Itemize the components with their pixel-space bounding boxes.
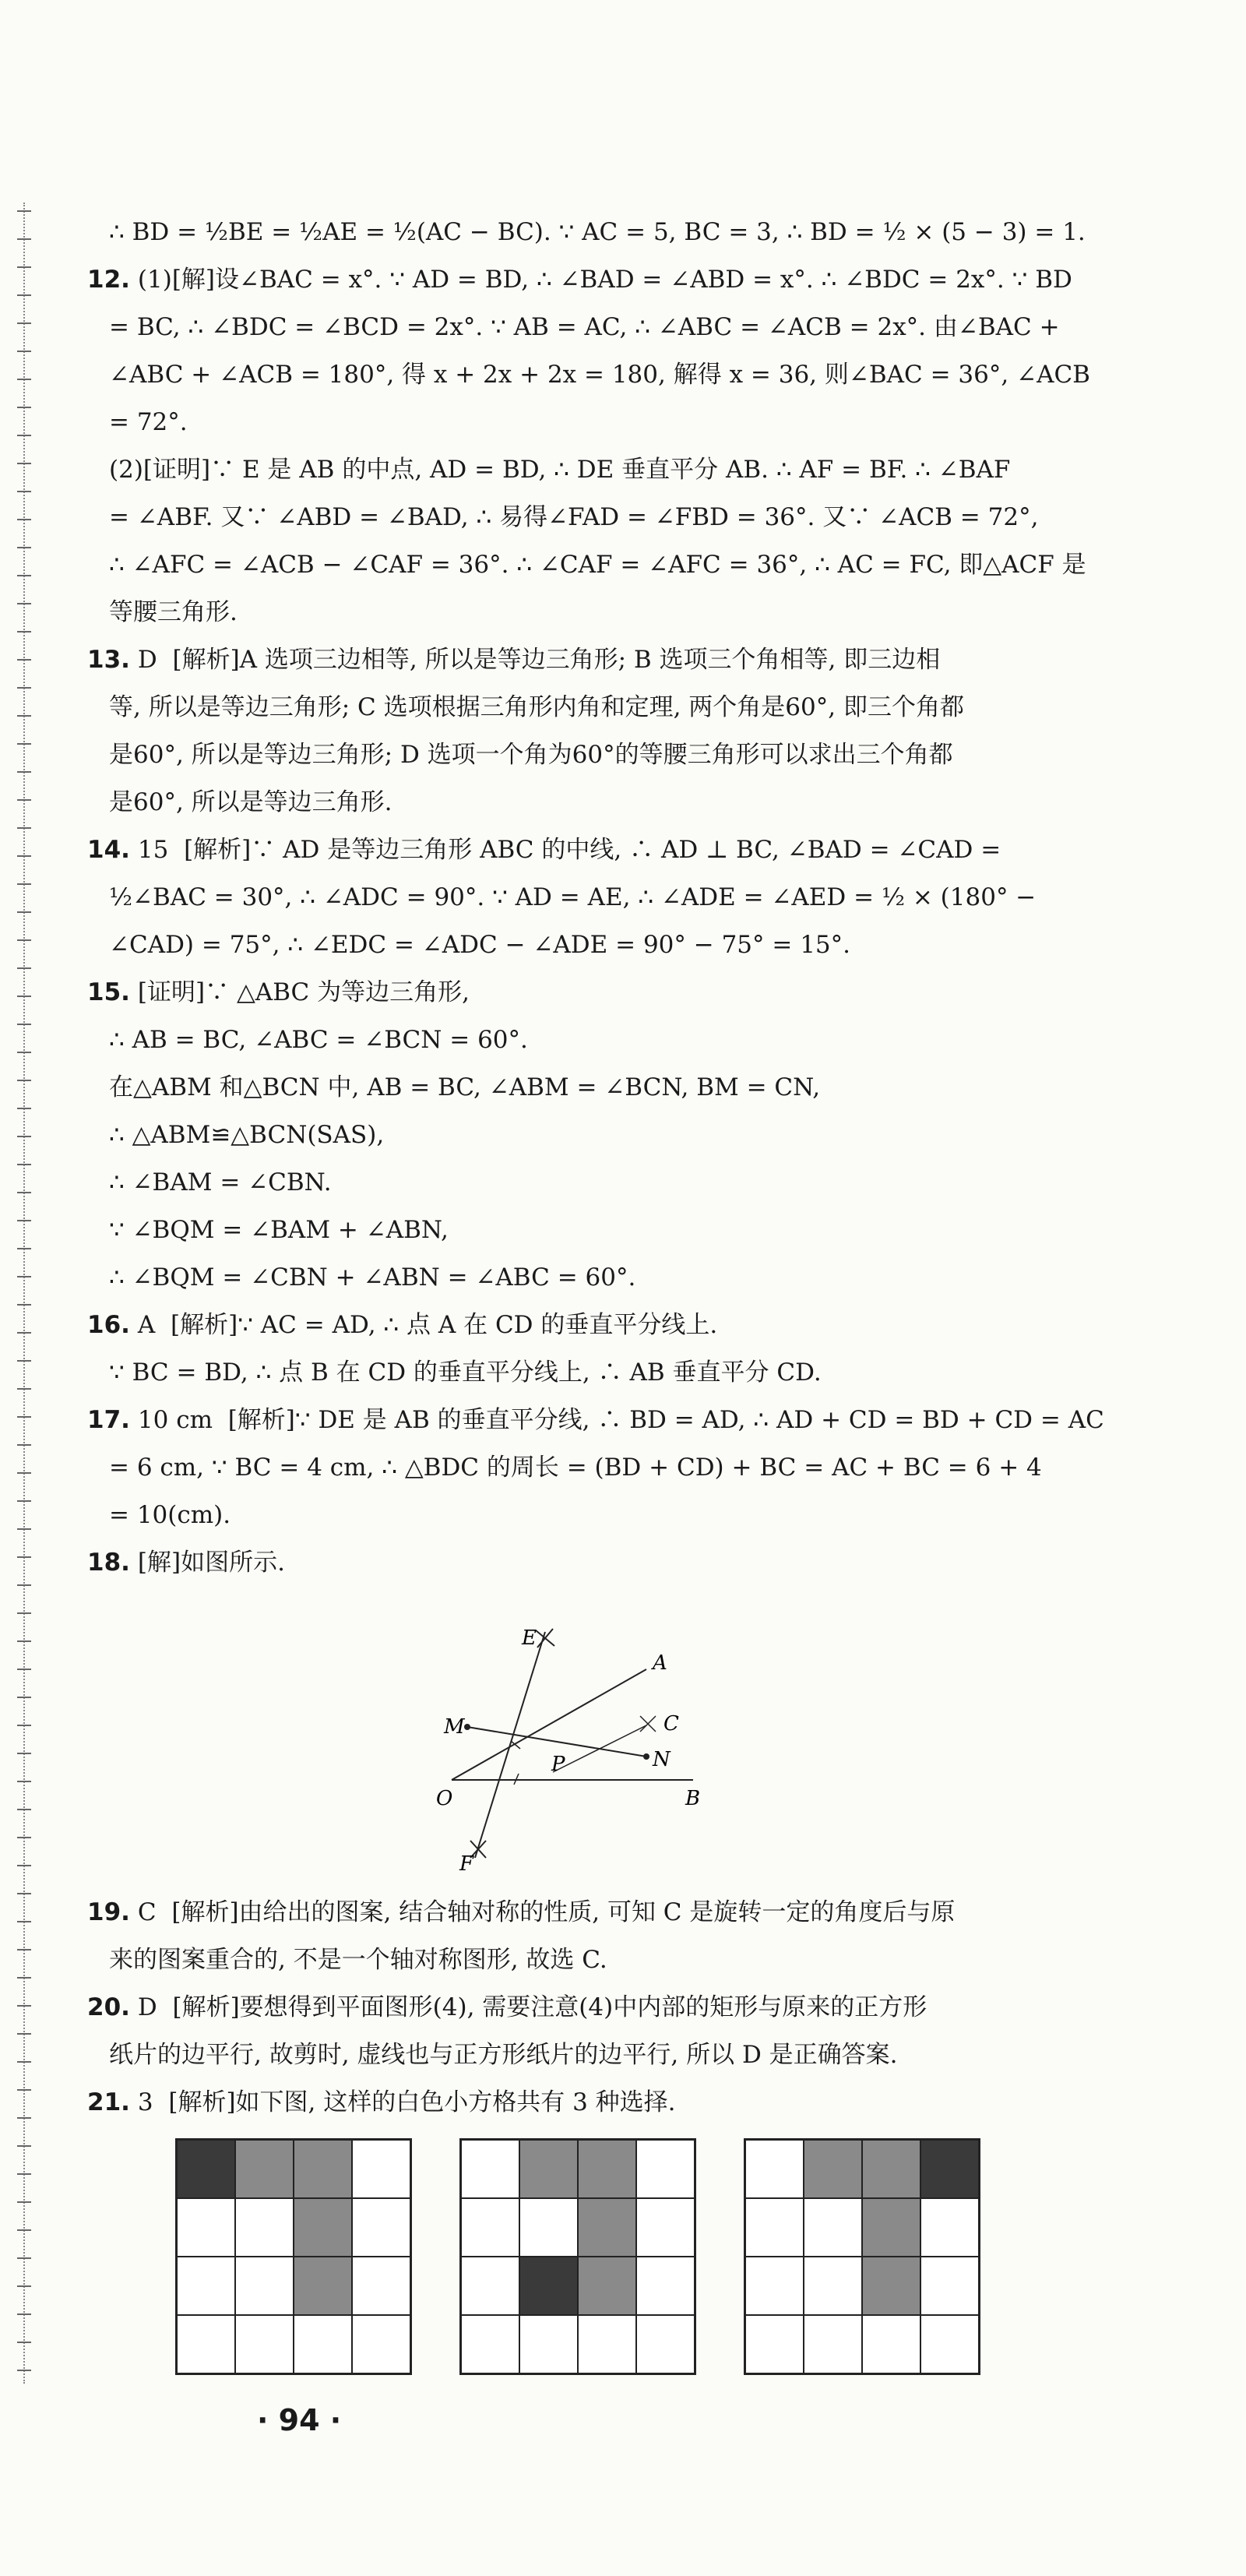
text-line (87, 636, 1068, 684)
line-text: 等, 所以是等边三角形; C 选项根据三角形内角和定理, 两个角是60°, 即三个角都 (109, 693, 964, 721)
text-line (87, 731, 1068, 779)
line-text: ∠CAD) = 75°, ∴ ∠EDC = ∠ADC − ∠ADE = 90° − 75° = 15°. (109, 931, 851, 959)
answer-text-block-bottom (87, 1889, 1068, 2127)
question-number: 14. (87, 836, 130, 864)
grid-cell (636, 2315, 695, 2373)
text-line (87, 969, 1068, 1017)
line-text: ½∠BAC = 30°, ∴ ∠ADC = 90°. ∵ AD = AE, ∴ ∠ADE = ∠AED = ½ × (180° − (109, 883, 1037, 911)
line-text: D [解析]A 选项三边相等, 所以是等边三角形; B 选项三个角相等, 即三边相 (137, 646, 941, 674)
text-line (87, 1397, 1104, 1444)
label-e: E (522, 1626, 537, 1650)
grid-cell (352, 2198, 410, 2257)
grid-cell (636, 2198, 695, 2257)
grid-cell (636, 2257, 695, 2315)
label-f: F (459, 1852, 474, 1873)
line-text: ∴ ∠BQM = ∠CBN + ∠ABN = ∠ABC = 60°. (109, 1263, 636, 1292)
line-text: 等腰三角形. (109, 598, 238, 626)
line-text: 是60°, 所以是等边三角形; D 选项一个角为60°的等腰三角形可以求出三个角都 (109, 741, 953, 769)
grid-cell (745, 2140, 804, 2198)
question-number: 18. (87, 1549, 130, 1577)
label-a: A (653, 1651, 667, 1675)
line-text: = BC, ∴ ∠BDC = ∠BCD = 2x°. ∵ AB = AC, ∴ ∠ABC = ∠ACB = 2x°. 由∠BAC + (109, 313, 1060, 341)
label-o: O (436, 1787, 453, 1810)
grid-cell (352, 2257, 410, 2315)
grid-cell (294, 2140, 352, 2198)
grid-cell (578, 2198, 636, 2257)
text-line (87, 684, 1068, 731)
text-line (87, 1889, 1068, 1936)
grid-cell (461, 2140, 519, 2198)
grid-cell (862, 2198, 920, 2257)
label-n: N (653, 1748, 671, 1771)
line-text: 10 cm [解析]∵ DE 是 AB 的垂直平分线, ∴ BD = AD, ∴ AD + CD = BD + CD = AC (137, 1406, 1104, 1434)
line-text: ∴ ∠AFC = ∠ACB − ∠CAF = 36°. ∴ ∠CAF = ∠AFC = 36°, ∴ AC = FC, 即△ACF 是 (109, 551, 1086, 579)
text-line (87, 1064, 1068, 1112)
grid-cell (862, 2140, 920, 2198)
text-line (87, 1112, 1068, 1159)
text-line (87, 1159, 1068, 1207)
grid-cell (235, 2315, 294, 2373)
question-number: 19. (87, 1898, 130, 1926)
text-line (87, 541, 1086, 589)
page-number: · 94 · (257, 2403, 342, 2437)
text-line (87, 494, 1068, 541)
text-line (87, 2032, 1068, 2079)
ray-oa (452, 1669, 646, 1780)
question-number: 17. (87, 1406, 130, 1434)
text-line (87, 351, 1090, 399)
grid-cell (920, 2315, 979, 2373)
grid-cell (294, 2257, 352, 2315)
grid-cell (804, 2198, 862, 2257)
grid-cell (920, 2140, 979, 2198)
line-text: ∵ BC = BD, ∴ 点 B 在 CD 的垂直平分线上, ∴ AB 垂直平分 CD. (109, 1358, 822, 1387)
grid-cell (294, 2315, 352, 2373)
grid-cell (519, 2140, 578, 2198)
line-text: [证明]∵ △ABC 为等边三角形, (137, 978, 470, 1006)
line-text: ∠ABC + ∠ACB = 180°, 得 x + 2x + 2x = 180, 解得 x = 36, 则∠BAC = 36°, ∠ACB (109, 361, 1090, 389)
grid-cell (920, 2198, 979, 2257)
grid-cell (920, 2257, 979, 2315)
line-text: (1)[解]设∠BAC = x°. ∵ AD = BD, ∴ ∠BAD = ∠ABD = x°. ∴ ∠BDC = 2x°. ∵ BD (137, 266, 1072, 294)
arc-mark-e (536, 1629, 554, 1647)
text-line (87, 779, 1068, 826)
text-line (87, 1207, 1068, 1254)
grid-figures (175, 2138, 1001, 2403)
line-text: ∴ AB = BC, ∠ABC = ∠BCN = 60°. (109, 1026, 528, 1054)
grid-cell (235, 2140, 294, 2198)
grid-cell (862, 2257, 920, 2315)
line-text: A [解析]∵ AC = AD, ∴ 点 A 在 CD 的垂直平分线上. (137, 1311, 718, 1339)
line-text: 是60°, 所以是等边三角形. (109, 788, 392, 816)
line-text: (2)[证明]∵ E 是 AB 的中点, AD = BD, ∴ DE 垂直平分 AB. ∴ AF = BF. ∴ ∠BAF (109, 456, 1011, 484)
grid-cell (519, 2315, 578, 2373)
grid-cell (578, 2140, 636, 2198)
grid-cell (578, 2257, 636, 2315)
grid-cell (745, 2257, 804, 2315)
grid-cell (177, 2198, 235, 2257)
line-text: = 10(cm). (109, 1501, 231, 1529)
text-line (87, 1539, 1068, 1587)
line-text: ∵ ∠BQM = ∠BAM + ∠ABN, (109, 1216, 449, 1244)
text-line (87, 1984, 1068, 2032)
grid-cell (177, 2257, 235, 2315)
point-n (643, 1753, 649, 1760)
grid-cell (519, 2198, 578, 2257)
text-line (87, 922, 1068, 969)
text-line (87, 1444, 1068, 1492)
text-line (87, 1302, 1068, 1349)
point-m (464, 1724, 470, 1730)
grid-cell (804, 2315, 862, 2373)
text-line (87, 1349, 1068, 1397)
text-line (87, 256, 1072, 304)
ray-oc (553, 1725, 646, 1772)
grid-cell (177, 2315, 235, 2373)
text-line (87, 874, 1068, 922)
line-ef (475, 1632, 545, 1858)
question-number: 15. (87, 978, 130, 1006)
grid-cell (578, 2315, 636, 2373)
label-b: B (685, 1787, 701, 1810)
grid-cell (235, 2198, 294, 2257)
grid-cell (862, 2315, 920, 2373)
text-line (87, 446, 1068, 494)
text-line (87, 1254, 1068, 1302)
grid-option-1 (175, 2138, 412, 2375)
grid-option-2 (459, 2138, 696, 2375)
text-line (87, 399, 1068, 446)
label-c: C (663, 1712, 679, 1736)
arc-mark-c (640, 1716, 656, 1732)
line-text: D [解析]要想得到平面图形(4), 需要注意(4)中内部的矩形与原来的正方形 (137, 1993, 927, 2021)
binding-margin-ticks (17, 210, 31, 2384)
grid-cell (519, 2257, 578, 2315)
text-line (87, 1017, 1068, 1064)
label-m: M (444, 1715, 465, 1739)
text-line (87, 209, 1086, 256)
line-text: = 6 cm, ∵ BC = 4 cm, ∴ △BDC 的周长 = (BD + CD) + BC = AC + BC = 6 + 4 (109, 1454, 1042, 1482)
line-text: 纸片的边平行, 故剪时, 虚线也与正方形纸片的边平行, 所以 D 是正确答案. (109, 2041, 898, 2069)
text-line (87, 1936, 1068, 1984)
grid-cell (804, 2257, 862, 2315)
text-line (87, 1492, 1068, 1539)
line-text: ∴ BD = ½BE = ½AE = ½(AC − BC). ∵ AC = 5, BC = 3, ∴ BD = ½ × (5 − 3) = 1. (109, 218, 1086, 246)
line-text: C [解析]由给出的图案, 结合轴对称的性质, 可知 C 是旋转一定的角度后与原 (137, 1898, 956, 1926)
grid-cell (235, 2257, 294, 2315)
label-p: P (551, 1753, 565, 1776)
question-number: 12. (87, 266, 130, 294)
grid-option-3 (744, 2138, 980, 2375)
line-text: ∴ △ABM≌△BCN(SAS), (109, 1121, 385, 1149)
line-text: 在△ABM 和△BCN 中, AB = BC, ∠ABM = ∠BCN, BM = CN, (109, 1073, 821, 1101)
grid-cell (177, 2140, 235, 2198)
question-number: 16. (87, 1311, 130, 1339)
grid-cell (294, 2198, 352, 2257)
question-number: 21. (87, 2088, 130, 2116)
line-text: [解]如图所示. (137, 1549, 285, 1577)
line-text: ∴ ∠BAM = ∠CBN. (109, 1168, 332, 1196)
line-text: 3 [解析]如下图, 这样的白色小方格共有 3 种选择. (137, 2088, 676, 2116)
grid-cell (352, 2140, 410, 2198)
grid-cell (804, 2140, 862, 2198)
text-line (87, 304, 1068, 351)
line-text: = ∠ABF. 又∵ ∠ABD = ∠BAD, ∴ 易得∠FAD = ∠FBD = 36°. 又∵ ∠ACB = 72°, (109, 503, 1039, 531)
line-text: 15 [解析]∵ AD 是等边三角形 ABC 的中线, ∴ AD ⊥ BC, ∠BAD = ∠CAD = (137, 836, 1001, 864)
grid-cell (461, 2315, 519, 2373)
text-line (87, 589, 1068, 636)
grid-cell (745, 2315, 804, 2373)
construction-figure (436, 1624, 748, 1873)
grid-cell (352, 2315, 410, 2373)
question-number: 20. (87, 1993, 130, 2021)
text-line (87, 826, 1068, 874)
grid-cell (745, 2198, 804, 2257)
grid-cell (461, 2198, 519, 2257)
line-text: = 72°. (109, 408, 188, 436)
grid-cell (461, 2257, 519, 2315)
grid-cell (636, 2140, 695, 2198)
question-number: 13. (87, 646, 130, 674)
text-line (87, 2079, 1068, 2127)
answer-text-block-top (87, 209, 1104, 1587)
line-text: 来的图案重合的, 不是一个轴对称图形, 故选 C. (109, 1946, 607, 1974)
